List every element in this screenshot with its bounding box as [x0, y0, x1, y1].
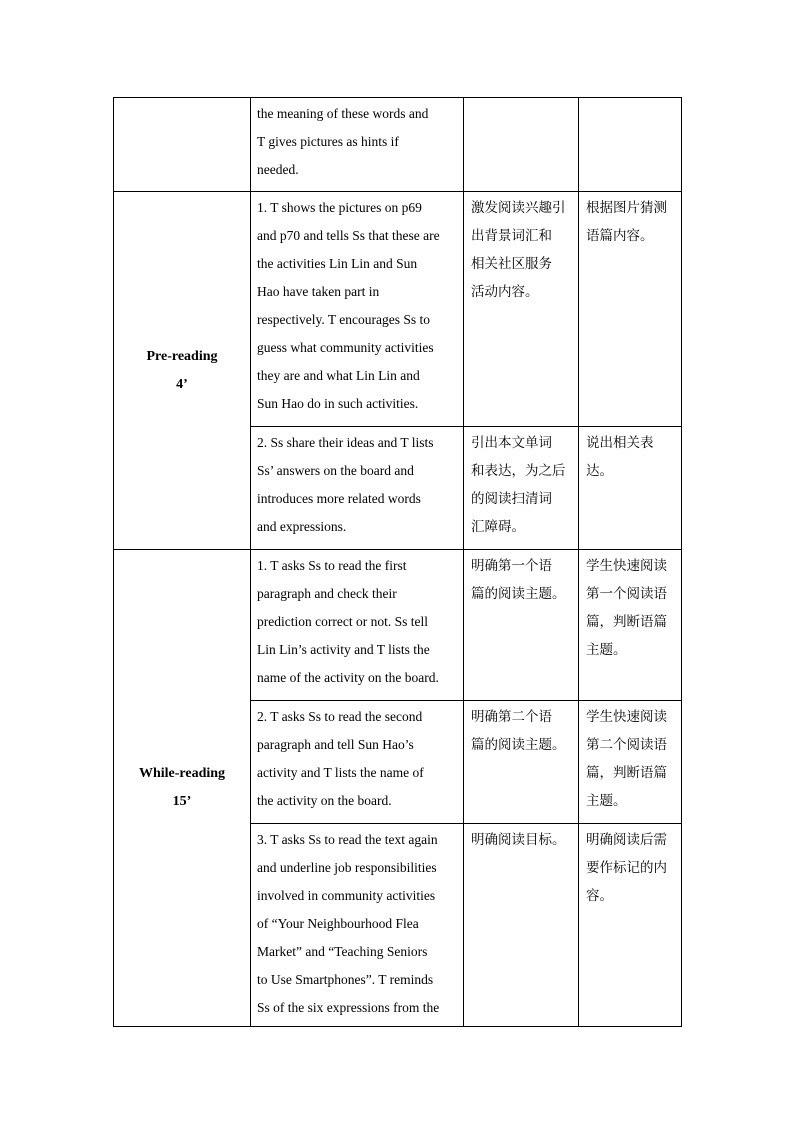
intent-cell: 明确阅读目标。	[464, 824, 579, 1027]
intent-cell: 激发阅读兴趣引 出背景词汇和 相关社区服务 活动内容。	[464, 192, 579, 427]
goal-cell: 学生快速阅读 第一个阅读语 篇，判断语篇 主题。	[579, 550, 682, 701]
goal-cell	[579, 98, 682, 192]
stage-cell-pre-reading	[114, 192, 251, 550]
intent-cell: 引出本文单词 和表达，为之后 的阅读扫清词 汇障碍。	[464, 427, 579, 550]
activity-cell: 1. T shows the pictures on p69 and p70 and tells Ss that these are the activities Lin Lin and Sun Hao have taken part in respectively. T encourages Ss to guess what community activities they are and what Lin Lin and Sun Hao do in such activities.	[251, 192, 464, 427]
stage-name: Pre-reading	[146, 348, 218, 364]
stage-time: 15’	[172, 794, 192, 809]
table-row	[114, 550, 682, 701]
activity-cell: 2. Ss share their ideas and T lists Ss’ answers on the board and introduces more related words and expressions.	[251, 427, 464, 550]
goal-cell: 根据图片猜测 语篇内容。	[579, 192, 682, 427]
goal-cell: 学生快速阅读 第二个阅读语 篇，判断语篇 主题。	[579, 701, 682, 824]
activity-cell: 3. T asks Ss to read the text again and underline job responsibilities involved in community activities of “Your Neighbourhood Flea Market” and “Teaching Seniors to Use Smartphones”. T reminds Ss of the six expressions from the	[251, 824, 464, 1027]
intent-cell: 明确第一个语 篇的阅读主题。	[464, 550, 579, 701]
stage-time: 4’	[176, 376, 188, 392]
activity-cell: the meaning of these words and T gives pictures as hints if needed.	[251, 98, 464, 192]
goal-cell: 说出相关表达。	[579, 427, 682, 550]
table-row	[114, 192, 682, 427]
stage-cell-while-reading	[114, 550, 251, 1027]
stage-cell-empty	[114, 98, 251, 192]
intent-cell: 明确第二个语 篇的阅读主题。	[464, 701, 579, 824]
stage-name: While-reading	[138, 766, 226, 781]
activity-cell: 1. T asks Ss to read the first paragraph and check their prediction correct or not. Ss tell Lin Lin’s activity and T lists the name of the activity on the board.	[251, 550, 464, 701]
activity-cell: 2. T asks Ss to read the second paragraph and tell Sun Hao’s activity and T lists the name of the activity on the board.	[251, 701, 464, 824]
goal-cell: 明确阅读后需 要作标记的内 容。	[579, 824, 682, 1027]
table-row	[114, 98, 682, 192]
intent-cell	[464, 98, 579, 192]
lesson-plan-table	[113, 97, 682, 1027]
